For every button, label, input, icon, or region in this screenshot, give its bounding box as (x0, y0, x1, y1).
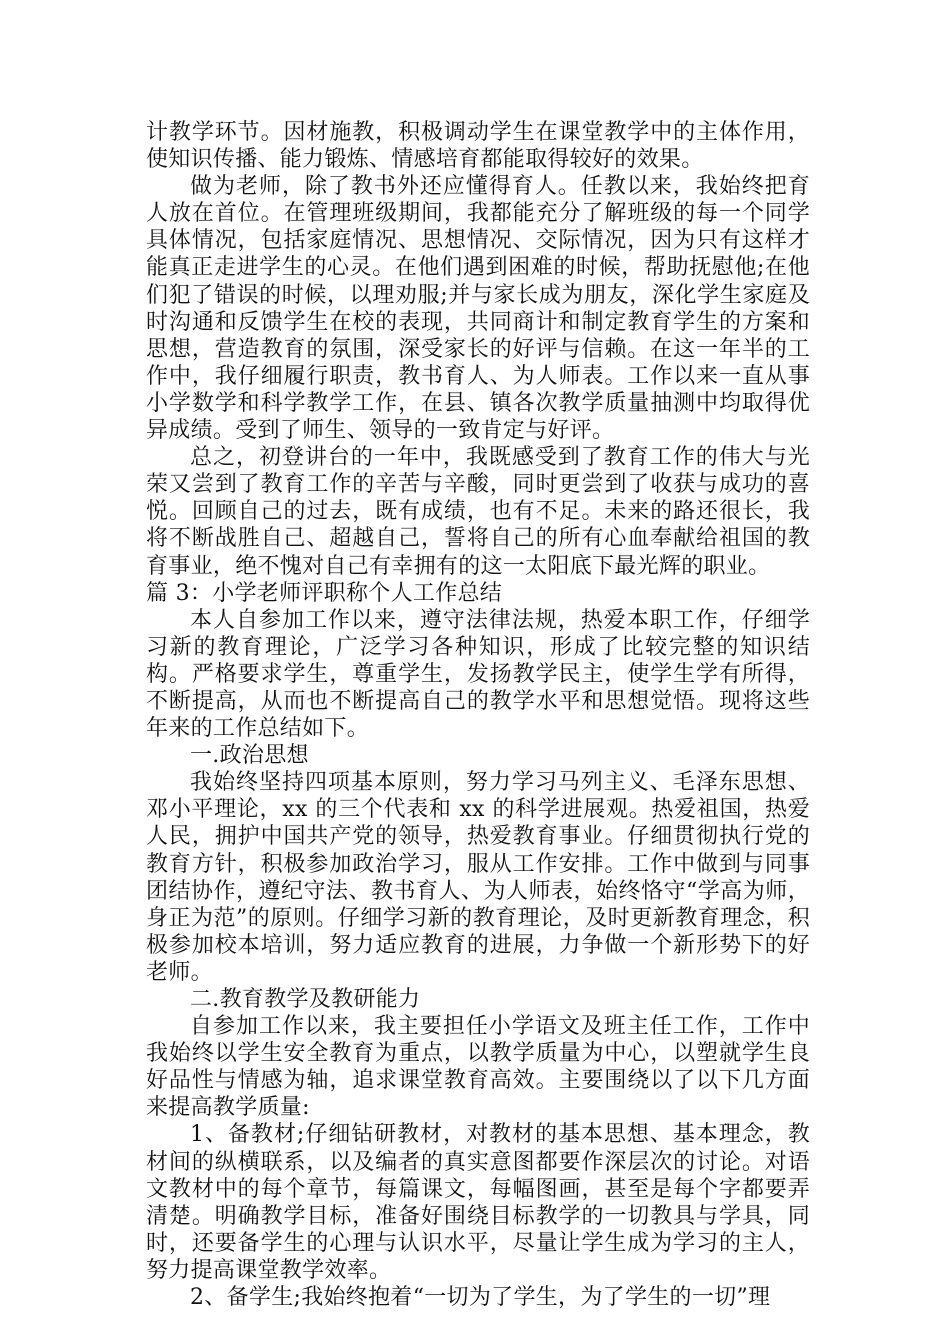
paragraph: 我始终坚持四项基本原则，努力学习马列主义、毛泽东思想、邓小平理论，xx 的三个代表和 xx 的科学进展观。热爱祖国，热爱人民，拥护中国共产党的领导，热爱教育事业。仔细贯彻执行党的教育方针，积极参加政治学习，服从工作安排。工作中做到与同事团结协作，遵纪守法、教书育人、为人师表，始终恪守“学高为师，身正为范”的原则。仔细学习新的教育理论，及时更新教育理念，积极参加校本培训，努力适应教育的进展，力争做一个新形势下的好老师。 (146, 770, 810, 985)
subsection-heading: 二.教育教学及教研能力 (190, 987, 421, 1012)
paragraph: 总之，初登讲台的一年中，我既感受到了教育工作的伟大与光荣又尝到了教育工作的辛苦与辛酸，同时更尝到了收获与成功的喜悦。回顾自己的过去，既有成绩，也有不足。未来的路还很长，我将不断战胜自己、超越自己，誓将自己的所有心血奉献给祖国的教育事业，绝不愧对自己有幸拥有的这一太阳底下最光辉的职业。 (146, 445, 810, 579)
paragraph: 做为老师，除了教书外还应懂得育人。任教以来，我始终把育人放在首位。在管理班级期间，我都能充分了解班级的每一个同学具体情况，包括家庭情况、思想情况、交际情况，因为只有这样才能真正走进学生的心灵。在他们遇到困难的时候，帮助抚慰他;在他们犯了错误的时候，以理劝服;并与家长成为朋友，深化学生家庭及时沟通和反馈学生在校的表现，共同商计和制定教育学生的方案和思想，营造教育的氛围，深受家长的好评与信赖。在这一年半的工作中，我仔细履行职责，教书育人、为人师表。工作以来一直从事小学数学和科学教学工作，在县、镇各次教学质量抽测中均取得优异成绩。受到了师生、领导的一致肯定与好评。 (146, 174, 810, 444)
document-body (146, 119, 810, 1311)
paragraph: 1、备教材;仔细钻研教材，对教材的基本思想、基本理念，教材间的纵横联系，以及编者的真实意图都要作深层次的讨论。对语文教材中的每个章节，每篇课文，每幅图画，甚至是每个字都要弄清楚。明确教学目标，准备好围绕目标教学的一切教具与学具，同时，还要备学生的心理与认识水平，尽量让学生成为学习的主人，努力提高课堂教学效率。 (146, 1122, 810, 1283)
section-heading: 篇 3：小学老师评职称个人工作总结 (146, 580, 503, 606)
subsection-heading: 一.政治思想 (190, 743, 309, 769)
paragraph: 2、备学生;我始终抱着“一切为了学生，为了学生的一切”理 (190, 1285, 771, 1311)
paragraph: 计教学环节。因材施教，积极调动学生在课堂教学中的主体作用，使知识传播、能力锻炼、情感培育都能取得较好的效果。 (146, 120, 810, 173)
paragraph: 自参加工作以来，我主要担任小学语文及班主任工作，工作中我始终以学生安全教育为重点，以教学质量为中心，以塑就学生良好品性与情感为轴，追求课堂教育高效。主要围绕以了以下几方面来提高教学质量: (146, 1014, 810, 1121)
paragraph: 本人自参加工作以来，遵守法律法规，热爱本职工作，仔细学习新的教育理论，广泛学习各种知识，形成了比较完整的知识结构。严格要求学生，尊重学生，发扬教学民主，使学生学有所得，不断提高，从而也不断提高自己的教学水平和思想觉悟。现将这些年来的工作总结如下。 (146, 607, 810, 742)
